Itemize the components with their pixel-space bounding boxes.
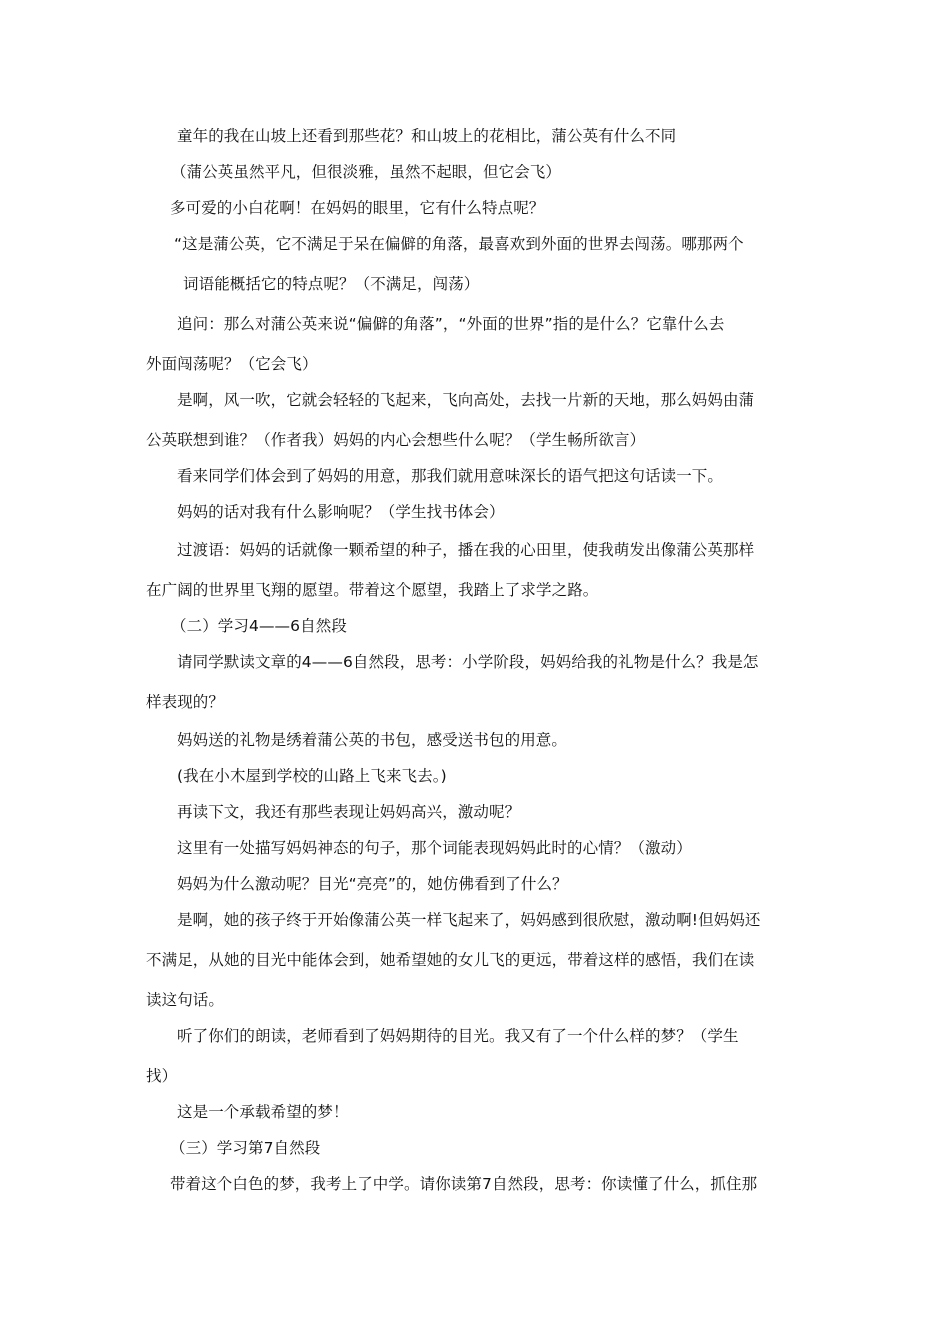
text-line-10: 看来同学们体会到了妈妈的用意，那我们就用意味深长的语气把这句话读一下。 (177, 467, 724, 485)
text-line-27: 这是一个承载希望的梦！ (177, 1103, 349, 1121)
text-line-24: 读这句话。 (146, 991, 225, 1009)
text-line-26: 找） (146, 1067, 178, 1085)
section-heading-3: （三）学习第7自然段 (170, 1139, 321, 1157)
text-line-29: 带着这个白色的梦，我考上了中学。请你读第7自然段，思考：你读懂了什么，抓住那 (170, 1175, 758, 1193)
text-line-12: 过渡语：妈妈的话就像一颗希望的种子，播在我的心田里，使我萌发出像蒲公英那样 (177, 541, 755, 559)
text-line-23: 不满足，从她的目光中能体会到，她希望她的女儿飞的更远，带着这样的感悟，我们在读 (146, 951, 755, 969)
text-line-1: 童年的我在山坡上还看到那些花？和山坡上的花相比，蒲公英有什么不同 (177, 127, 677, 145)
text-line-17: 妈妈送的礼物是绣着蒲公英的书包，感受送书包的用意。 (177, 731, 568, 749)
text-line-21: 妈妈为什么激动呢？目光“亮亮”的，她仿佛看到了什么？ (177, 875, 568, 893)
text-line-15: 请同学默读文章的4——6自然段，思考：小学阶段，妈妈给我的礼物是什么？我是怎 (177, 653, 759, 671)
text-line-22: 是啊，她的孩子终于开始像蒲公英一样飞起来了，妈妈感到很欣慰，激动啊!但妈妈还 (177, 911, 761, 929)
text-line-4: “这是蒲公英，它不满足于呆在偏僻的角落，最喜欢到外面的世界去闯荡。哪那两个 (174, 235, 744, 253)
text-line-9: 公英联想到谁？（作者我）妈妈的内心会想些什么呢？（学生畅所欲言） (146, 431, 646, 449)
text-line-13: 在广阔的世界里飞翔的愿望。带着这个愿望，我踏上了求学之路。 (146, 581, 599, 599)
text-line-2: （蒲公英虽然平凡，但很淡雅，虽然不起眼，但它会飞） (171, 163, 562, 181)
text-line-20: 这里有一处描写妈妈神态的句子，那个词能表现妈妈此时的心情？（激动） (177, 839, 692, 857)
text-line-6: 追问：那么对蒲公英来说“偏僻的角落”，“外面的世界”指的是什么？它靠什么去 (177, 315, 725, 333)
text-line-7: 外面闯荡呢？（它会飞） (146, 355, 318, 373)
text-line-25: 听了你们的朗读，老师看到了妈妈期待的目光。我又有了一个什么样的梦？（学生 (177, 1027, 739, 1045)
text-line-8: 是啊，风一吹，它就会轻轻的飞起来，飞向高处，去找一片新的天地，那么妈妈由蒲 (177, 391, 755, 409)
text-line-19: 再读下文，我还有那些表现让妈妈高兴，激动呢？ (177, 803, 521, 821)
section-heading-2: （二）学习4——6自然段 (171, 617, 347, 635)
text-line-3: 多可爱的小白花啊！在妈妈的眼里，它有什么特点呢？ (170, 199, 545, 217)
text-line-5: 词语能概括它的特点呢？（不满足，闯荡） (183, 275, 480, 293)
text-line-16: 样表现的？ (146, 693, 225, 711)
text-line-18: (我在小木屋到学校的山路上飞来飞去。) (177, 767, 447, 785)
text-line-11: 妈妈的话对我有什么影响呢？（学生找书体会） (177, 503, 505, 521)
